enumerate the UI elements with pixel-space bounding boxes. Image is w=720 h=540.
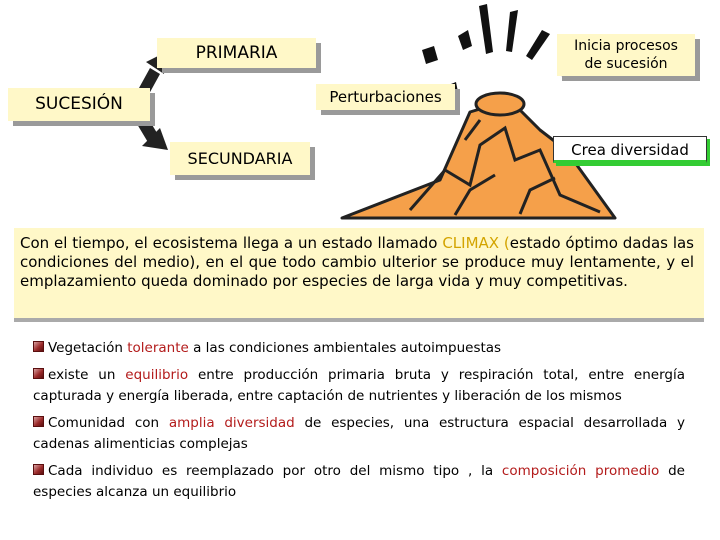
crea-diversidad-label: Crea diversidad <box>553 136 707 163</box>
list-item-highlight: tolerante <box>127 340 189 356</box>
bullet-square-icon <box>33 368 44 379</box>
list-item-text: de especies alcanza un equilibrio <box>33 463 685 500</box>
climax-features-list <box>33 338 685 509</box>
list-item-text: a las condiciones ambientales autoimpuestas <box>188 340 502 356</box>
climax-text-after: estado óptimo dadas las condiciones del medio), en el que todo cambio ulterior se produce muy lentamente, y el emplazamiento queda dominado por especies de larga vida y muy competitivas. <box>20 234 694 290</box>
list-item-highlight: amplia diversidad <box>168 415 295 431</box>
list-item-highlight: equilibrio <box>125 367 189 383</box>
secundaria-label: SECUNDARIA <box>170 142 310 175</box>
list-item-text: existe un <box>48 367 126 383</box>
list-item-text: Comunidad con <box>48 415 169 431</box>
list-item-text: Cada individuo es reemplazado por otro del mismo tipo , la <box>48 463 502 479</box>
list-item <box>33 461 685 503</box>
climax-text-before: Con el tiempo, el ecosistema llega a un estado llamado <box>20 234 443 252</box>
climax-highlight: CLIMAX ( <box>442 234 510 252</box>
arrow-to-secundaria-icon <box>137 118 168 150</box>
list-item-text: entre producción primaria bruta y respiración total, entre energía capturada y energía liberada, entre captación de nutrientes y liberación de los mismos <box>33 367 685 404</box>
list-item <box>33 365 685 407</box>
perturbaciones-label: Perturbaciones <box>316 84 455 110</box>
bullet-square-icon <box>33 464 44 475</box>
list-item-text: Vegetación <box>48 340 128 356</box>
bullet-square-icon <box>33 341 44 352</box>
eruption-debris-icon <box>422 4 576 95</box>
list-item-highlight: composición promedio <box>501 463 660 479</box>
primaria-label: PRIMARIA <box>157 38 316 68</box>
bullet-square-icon <box>33 416 44 427</box>
list-item <box>33 413 685 455</box>
climax-paragraph <box>14 228 704 318</box>
sucesion-label: SUCESIÓN <box>8 88 150 121</box>
inicia-procesos-label: Inicia procesos de sucesión <box>557 34 695 76</box>
list-item <box>33 338 685 359</box>
list-item-text: de especies, una estructura espacial desarrollada y cadenas alimenticias complejas <box>33 415 686 452</box>
